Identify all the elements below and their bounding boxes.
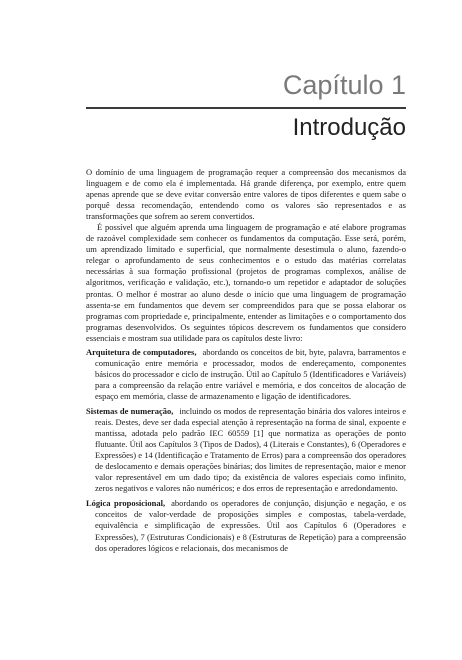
topic-text: abordando os conceitos de bit, byte, palavra, barramentos e comunicação entre memória e processador, modos de endereçamento, componentes básicos do processador e ciclo de instrução. Útil ao Capítulo 5 (Identificadores e Variáveis) para a compreensão da relação entre variável e memória, e dos conceitos de alocação de espaço em memória, classe de armazenamento e ligação de identificadores. — [95, 346, 406, 401]
topic-item — [86, 347, 406, 402]
chapter-number: Capítulo 1 — [282, 70, 406, 100]
body-text — [86, 167, 406, 558]
topic-item — [86, 406, 406, 494]
topic-term: Sistemas de numeração, — [86, 405, 174, 416]
paragraph: O domínio de uma linguagem de programação requer a compreensão dos mecanismos da linguagem e de como ela é implementada. Há grande diferença, por exemplo, entre quem apenas aprende que se deve evitar conversão entre valores de tipos diferentes e quem sabe o porquê dessa recomendação, entendendo como os valores são representados e as transformações que sofrem ao serem convertidos. — [86, 167, 406, 222]
topic-text: abordando os operadores de conjunção, disjunção e negação, e os conceitos de valor-verdade de proposições simples e compostas, tabela-verdade, equivalência e simplificação de expressões. Útil aos Capítulos 6 (Operadores e Expressões), 7 (Estruturas Condicionais) e 8 (Estruturas de Repetição) para a compreensão dos operadores lógicos e relacionais, dos mecanismos de — [95, 498, 406, 553]
topic-text: incluindo os modos de representação binária dos valores inteiros e reais. Destes, deve ser dada especial atenção à representação na forma de sinal, expoente e mantissa, adotada pelo padrão IEC 60559 [1] que normatiza as operações de ponto flutuante. Útil aos Capítulos 3 (Tipos de Dados), 4 (Literais e Constantes), 6 (Operadores e Expressões) e 14 (Identificação e Tratamento de Erros) para a compreensão dos operadores de deslocamento e demais operações binárias; dos limites de representação, maior e menor valor representável em um dado tipo; da existência de valores especiais como infinito, zeros negativos e valores não numéricos; e dos erros de representação e arredondamento. — [95, 405, 406, 494]
chapter-rule — [86, 107, 406, 109]
paragraph: É possível que alguém aprenda uma linguagem de programação e até elabore programas de razoável complexidade sem conhecer os fundamentos da computação. Esse será, porém, um aprendizado limitado e superficial, que normalmente desestimula o aluno, fazendo-o relegar o aprofundamento de seus conhecimentos e o estudo das matérias correlatas necessárias à sua formação profissional (projetos de programas complexos, análise de algoritmos, verificação e validação, etc.), tornando-o um repetidor e adaptador de soluções prontas. O melhor é mostrar ao aluno desde o início que uma linguagem de programação assenta-se em fundamentos que devem ser compreendidos para que se possa elaborar os programas com propriedade e, principalmente, entender as limitações e o comportamento dos programas desenvolvidos. Os seguintes tópicos descrevem os fundamentos que considero essenciais e mostram sua utilidade para os capítulos deste livro: — [86, 222, 406, 343]
topic-term: Lógica proposicional, — [86, 498, 166, 509]
chapter-title: Introdução — [292, 114, 406, 141]
topic-term: Arquitetura de computadores, — [86, 346, 197, 357]
topic-item — [86, 498, 406, 553]
